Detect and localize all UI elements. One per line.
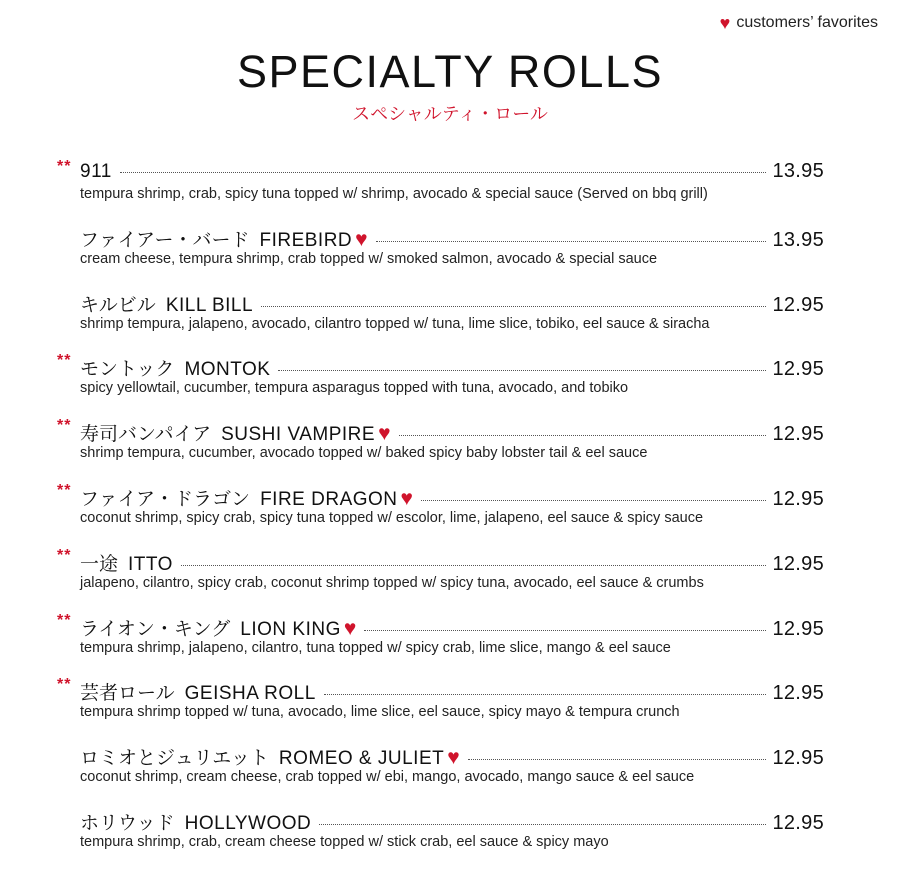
menu-item-japanese-name: ロミオとジュリエット [80, 748, 269, 770]
menu-item-description: shrimp tempura, cucumber, avocado topped w/ baked spicy baby lobster tail & eel sauce [80, 445, 648, 462]
menu-item-name: 911 [80, 161, 112, 182]
menu-item-description: tempura shrimp, crab, spicy tuna topped w/ shrimp, avocado & special sauce (Served on bbq grill) [80, 186, 708, 202]
menu-item [0, 160, 900, 225]
favorites-legend [720, 14, 878, 32]
menu-item-japanese-name: 寿司バンパイア [80, 424, 212, 446]
menu-item-name: SUSHI VAMPIRE [221, 424, 376, 446]
menu-item-line [80, 290, 824, 317]
menu-item-price: 12.95 [772, 552, 824, 575]
dot-leader [261, 306, 766, 307]
menu-item-line [80, 484, 824, 511]
menu-item [0, 678, 900, 743]
star-marker: ** [57, 417, 72, 435]
star-marker: ** [57, 481, 72, 499]
menu-item-price: 12.95 [772, 293, 824, 316]
dot-leader [278, 370, 766, 371]
favorite-heart-icon: ♥ [355, 227, 368, 251]
menu-item-description: coconut shrimp, cream cheese, crab topped w/ ebi, mango, avocado, mango sauce & eel sauce [80, 769, 695, 786]
menu-item-price: 12.95 [772, 747, 824, 770]
menu-item-line [80, 549, 824, 576]
menu-item-price: 12.95 [772, 358, 824, 381]
star-marker: ** [57, 546, 72, 564]
menu-item-price: 12.95 [772, 487, 824, 510]
menu-item-japanese-name: モントック [80, 359, 175, 381]
menu-item-japanese-name: キルビル [80, 294, 156, 316]
menu-item-price: 12.95 [772, 811, 824, 834]
menu-item [0, 481, 900, 549]
menu-item-japanese-name: 一途 [80, 553, 119, 575]
menu-item-description: tempura shrimp topped w/ tuna, avocado, lime slice, eel sauce, spicy mayo & tempura crunch [80, 704, 680, 721]
menu-item-line [80, 354, 824, 381]
menu-item [0, 808, 900, 873]
dot-leader [324, 694, 767, 695]
menu-item-name: MONTOK [184, 359, 271, 381]
menu-item-description: cream cheese, tempura shrimp, crab topped w/ smoked salmon, avocado & special sauce [80, 250, 658, 267]
star-marker: ** [57, 352, 72, 370]
menu-item-japanese-name: ホリウッド [80, 812, 175, 834]
menu-item-description: tempura shrimp, crab, cream cheese topped w/ stick crab, eel sauce & spicy mayo [80, 833, 609, 850]
favorite-heart-icon: ♥ [378, 422, 391, 446]
menu-item-description: shrimp tempura, jalapeno, avocado, cilantro topped w/ tuna, lime slice, tobiko, eel sauce & siracha [80, 315, 710, 332]
menu-item-price: 13.95 [772, 228, 824, 251]
dot-leader [376, 241, 767, 242]
menu-item-price: 13.95 [772, 160, 824, 182]
menu-item-price: 12.95 [772, 423, 824, 446]
menu-item [0, 546, 900, 614]
menu-item-name: ROMEO & JULIET [278, 748, 445, 770]
heart-icon: ♥ [719, 13, 731, 33]
menu-list [0, 160, 900, 873]
dot-leader [468, 759, 767, 760]
menu-item-description: tempura shrimp, jalapeno, cilantro, tuna topped w/ spicy crab, lime slice, mango & eel sauce [80, 639, 671, 656]
star-marker: ** [57, 158, 72, 175]
menu-item-name: FIRE DRAGON [260, 488, 398, 510]
menu-item-line [80, 808, 824, 835]
favorite-heart-icon: ♥ [447, 746, 460, 770]
menu-item [0, 611, 900, 679]
menu-item-japanese-name: ファイア・ドラゴン [80, 488, 251, 510]
menu-item-name: GEISHA ROLL [184, 683, 316, 705]
dot-leader [399, 435, 767, 436]
dot-leader [181, 565, 766, 566]
menu-item-description: coconut shrimp, spicy crab, spicy tuna topped w/ escolor, lime, jalapeno, eel sauce & spicy sauce [80, 509, 704, 526]
dot-leader [319, 824, 766, 825]
menu-item-name: LION KING [240, 618, 341, 640]
favorite-heart-icon: ♥ [400, 486, 413, 510]
menu-item-price: 12.95 [772, 617, 824, 640]
menu-item-japanese-name: 芸者ロール [80, 683, 175, 705]
favorites-legend-label: customers’ favorites [736, 14, 878, 31]
menu-item-line [80, 743, 824, 770]
menu-item-name: HOLLYWOOD [184, 812, 312, 834]
menu-item-line [80, 419, 824, 446]
menu-item [0, 354, 900, 419]
menu-item-price: 12.95 [772, 682, 824, 705]
menu-item-line [80, 678, 824, 705]
menu-item-line [80, 160, 824, 183]
menu-item [0, 743, 900, 808]
page-subtitle-japanese: スペシャルティ・ロール [352, 104, 548, 124]
dot-leader [120, 172, 767, 173]
menu-item-japanese-name: ファイアー・バード [80, 229, 250, 251]
menu-item [0, 290, 900, 355]
page-title: SPECIALTY ROLLS [236, 46, 663, 97]
menu-item-description: spicy yellowtail, cucumber, tempura asparagus topped with tuna, avocado, and tobiko [80, 380, 629, 397]
dot-leader [421, 500, 766, 501]
star-marker: ** [57, 611, 72, 629]
menu-item-line [80, 225, 824, 252]
dot-leader [364, 630, 766, 631]
menu-item-line [80, 614, 824, 641]
menu-item-name: FIREBIRD [259, 229, 353, 251]
menu-item [0, 225, 900, 290]
menu-item-name: ITTO [128, 553, 173, 575]
menu-item-name: KILL BILL [165, 294, 254, 316]
menu-item-japanese-name: ライオン・キング [80, 618, 231, 640]
star-marker: ** [57, 676, 72, 694]
menu-item-description: jalapeno, cilantro, spicy crab, coconut shrimp topped w/ spicy tuna, avocado, eel sauce & crumbs [80, 574, 704, 591]
menu-item [0, 419, 900, 484]
favorite-heart-icon: ♥ [343, 616, 357, 640]
